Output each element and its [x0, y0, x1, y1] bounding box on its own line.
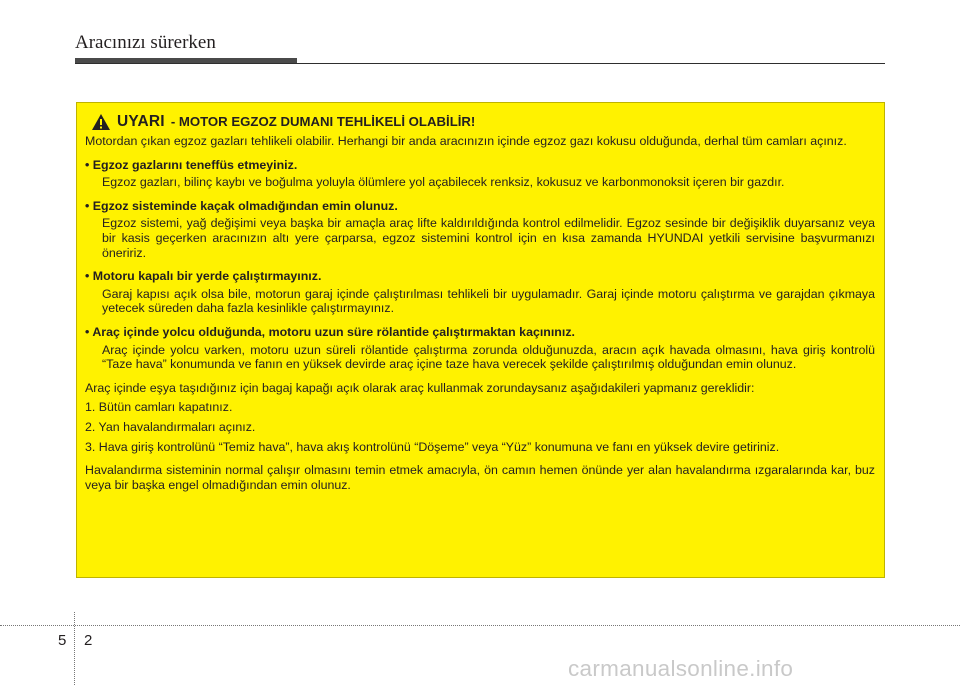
chapter-number: 5 [58, 632, 67, 649]
warning-intro: Motordan çıkan egzoz gazları tehlikeli olabilir. Herhangi bir anda aracınızın içinde egzoz gazı kokusu olduğunda, derhal tüm camları açınız. [85, 134, 847, 148]
section-title: Aracınızı sürerken [75, 32, 216, 53]
bullet-item [85, 199, 875, 260]
bullet-title: • Araç içinde yolcu olduğunda, motoru uzun süre rölantide çalıştırmaktan kaçınınız. [85, 324, 575, 339]
warning-heading [85, 113, 875, 131]
step-item: 1. Bütün camları kapatınız. [85, 400, 233, 415]
closing-note: Havalandırma sisteminin normal çalışır olmasını temin etmek amacıyla, ön camın hemen önünde yer alan havalandırma ızgaralarında kar, buz veya bir başka engel olmadığından emin olunuz. [85, 463, 875, 492]
bullet-text: Garaj kapısı açık olsa bile, motorun garaj içinde çalıştırılması tehlikeli bir uygulamadır. Garaj içinde motoru çalıştırma ve garajdan çıkmaya yetecek süreden daha fazla kesinlikle çalıştırmayınız. [102, 286, 875, 316]
warning-label: UYARI [117, 112, 165, 130]
bullet-title: • Egzoz gazlarını teneffüs etmeyiniz. [85, 157, 298, 172]
bullet-text: Egzoz sistemi, yağ değişimi veya başka bir amaçla araç lifte kaldırıldığında kontrol edilmelidir. Egzoz sesinde bir değişiklik duyarsanız veya bir kasis geçerken aracınızın altı yere çarparsa, egzoz sistemini kontrol için en kısa zamanda HYUNDAI yetkili servisine başvurmanızı öneririz. [102, 216, 875, 260]
page-number: 2 [84, 632, 93, 649]
bullet-text: Araç içinde yolcu varken, motoru uzun süreli rölantide çalıştırma zorunda olduğunuzda, aracın açık havada olmasını, hava giriş kontrolü “Taze hava” konumunda ve fanın en yüksek devirde araç içine taze hava verecek şekilde çalıştırılmış olduğundan emin olunuz. [102, 342, 875, 372]
watermark: carmanualsonline.info [568, 656, 794, 681]
step-item: 3. Hava giriş kontrolünü “Temiz hava”, hava akış kontrolünü “Döşeme” veya “Yüz” konumuna ve fanı en yüksek devire getiriniz. [85, 439, 780, 454]
bullet-text: Egzoz gazları, bilinç kaybı ve boğulma yoluyla ölümlere yol açabilecek renksiz, kokusuz ve karbonmonoksit içeren bir gazdır. [102, 175, 785, 190]
bullet-item [85, 269, 875, 316]
footer-rule-vertical [74, 612, 75, 685]
warning-box [76, 102, 885, 578]
warning-subtitle: - MOTOR EGZOZ DUMANI TEHLİKELİ OLABİLİR! [170, 113, 476, 129]
warning-triangle-icon [91, 113, 111, 131]
step-item: 2. Yan havalandırmaları açınız. [85, 419, 256, 434]
header-rule-thin [75, 63, 885, 64]
bullet-item [85, 158, 875, 190]
bullet-title: • Motoru kapalı bir yerde çalıştırmayınız. [85, 269, 322, 284]
bullet-title: • Egzoz sisteminde kaçak olmadığından emin olunuz. [85, 198, 398, 213]
bullet-item [85, 325, 875, 372]
footer-rule-horizontal [0, 625, 960, 626]
cargo-note: Araç içinde eşya taşıdığınız için bagaj kapağı açık olarak araç kullanmak zorundaysanız aşağıdakileri yapmanız gereklidir: [85, 380, 755, 395]
